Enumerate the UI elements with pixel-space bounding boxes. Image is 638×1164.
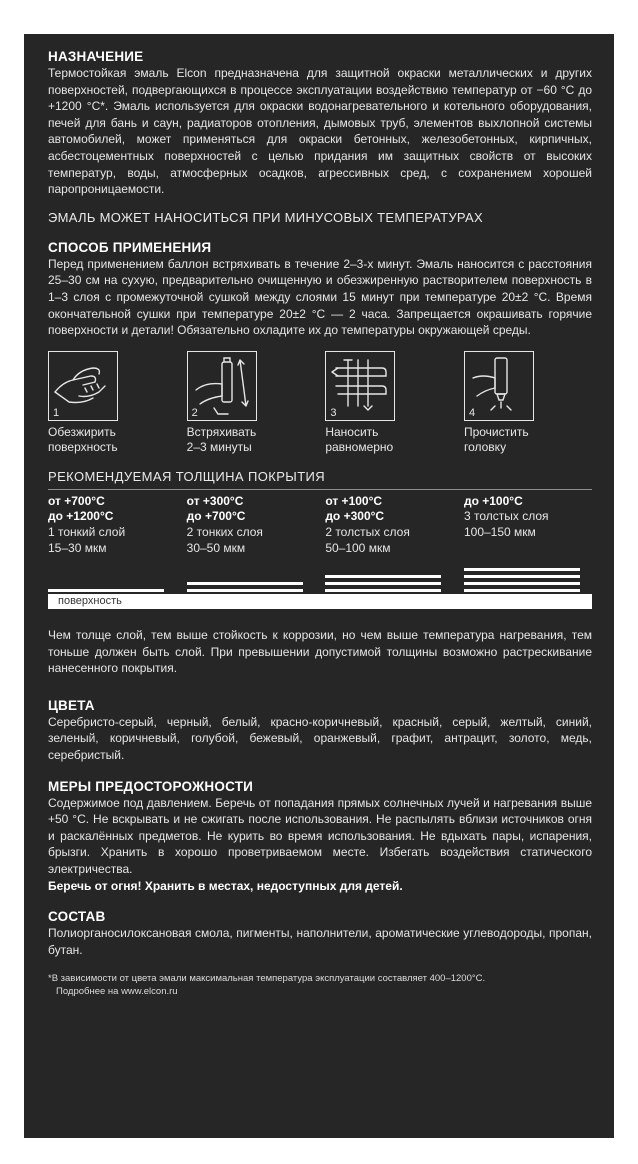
purpose-title: НАЗНАЧЕНИЕ: [48, 49, 144, 64]
step-label-1: Наносить: [325, 424, 379, 439]
layer-microns: 30–50 мкм: [186, 540, 246, 555]
thickness-col: [325, 494, 453, 556]
temp-to: до +1200°С: [48, 509, 114, 524]
colors-text: Серебристо-серый, черный, белый, красно-коричневый, красный, серый, желтый, синий, зеленый, коричневый, голубой, бежевый, оранжевый, графит, антрацит, золото, медь, серебристый.: [48, 714, 592, 763]
layer-stack: [464, 560, 592, 594]
purpose-section: [48, 48, 592, 198]
step-number: 4: [468, 406, 476, 419]
step-label-1: Прочистить: [463, 424, 529, 439]
step-apply: [325, 351, 453, 455]
layer-stack: [325, 560, 453, 594]
footnote: [48, 972, 592, 998]
application-steps: [48, 351, 592, 455]
coating-layer-bar: [187, 582, 303, 585]
thickness-col: [464, 494, 592, 556]
step-number: 1: [53, 406, 60, 419]
step-label-1: Обезжирить: [48, 424, 116, 439]
layer-stack: [187, 560, 315, 594]
footnote-line: *В зависимости от цвета эмали максимальная температура эксплуатации составляет 400–1200°С.: [48, 973, 486, 985]
step-label-2: головку: [463, 439, 507, 454]
method-title: СПОСОБ ПРИМЕНЕНИЯ: [48, 239, 212, 255]
thickness-col: [187, 494, 315, 556]
temp-from: до +100°С: [463, 493, 523, 508]
thickness-col: [48, 494, 176, 556]
temp-from: от +100°С: [325, 493, 383, 508]
step-label-2: 2–3 минуты: [186, 439, 252, 454]
step-clean: [464, 351, 592, 455]
step-number: 3: [330, 406, 337, 419]
composition-text: Полиорганосилоксановая смола, пигменты, наполнители, ароматические углеводороды, пропан, бутан.: [48, 926, 592, 957]
thickness-note: Чем толще слой, тем выше стойкость к коррозии, но чем выше температура нагревания, тем тоньше должен быть слой. При превышении допустимой толщины возможно растрескивание нанесенного покрытия.: [48, 628, 592, 676]
label-content: [48, 48, 592, 998]
layer-microns: 15–30 мкм: [48, 540, 107, 555]
method-text: Перед применением баллон встряхивать в течение 2–3-х минут. Эмаль наносится с расстояния 25–30 см на сухую, предварительно очищенную и обезжиренную растворителем поверхность в 1–3 слоя с промежуточной сушкой между слоями 15 минут при температуре 20±2 °С. Время окончательной сушки при температуре 20±2 °С — 2 часа. Запрещается окрашивать горячие поверхности и детали! Обязательно охладите их до температуры окружающей среды.: [48, 256, 592, 338]
layer-count: 2 тонких слоя: [186, 524, 263, 539]
coating-layer-bar: [48, 589, 164, 592]
layer-stack: [48, 560, 176, 594]
step-degrease: [48, 351, 176, 455]
coating-layer-bar: [464, 582, 580, 585]
subzero-banner: ЭМАЛЬ МОЖЕТ НАНОСИТЬСЯ ПРИ МИНУСОВЫХ ТЕМПЕРАТУРАХ: [48, 209, 483, 225]
coating-layer-bar: [464, 589, 580, 592]
safety-section: [48, 778, 592, 895]
thickness-title: РЕКОМЕНДУЕМАЯ ТОЛЩИНА ПОКРЫТИЯ: [48, 468, 326, 484]
coating-layer-bar: [464, 575, 580, 578]
divider: [48, 489, 592, 490]
coating-layer-bar: [187, 589, 303, 592]
coating-layer-bar: [325, 589, 441, 592]
layer-count: 2 толстых слоя: [325, 524, 410, 539]
surface-label: поверхность: [58, 595, 122, 608]
step-shake: [187, 351, 315, 455]
label-panel: [24, 34, 614, 1138]
layer-count: 1 тонкий слой: [48, 524, 126, 539]
step-label-2: поверхность: [48, 439, 118, 454]
step-number: 2: [191, 406, 198, 419]
composition-title: СОСТАВ: [48, 909, 106, 925]
colors-section: [48, 697, 592, 764]
safety-warning: Беречь от огня! Хранить в местах, недоступных для детей.: [48, 878, 403, 893]
temp-from: от +700°С: [48, 493, 105, 508]
layer-microns: 100–150 мкм: [463, 524, 536, 539]
thickness-note-section: [48, 627, 592, 677]
temp-to: до +300°С: [325, 509, 385, 524]
thickness-columns: [48, 494, 592, 556]
step-label-2: равномерно: [325, 439, 394, 454]
temp-to: до +700°С: [186, 509, 246, 524]
colors-title: ЦВЕТА: [48, 697, 95, 713]
layer-diagram: [48, 560, 592, 594]
coating-layer-bar: [464, 568, 580, 571]
surface-bar: [48, 594, 592, 609]
coating-layer-bar: [325, 582, 441, 585]
purpose-text: Термостойкая эмаль Elcon предназначена для защитной окраски металлических и других поверхностей, подвергающихся в процессе эксплуатации воздействию температур от −60 °С до +1200 °С*. Эмаль используется для окраски водонагревательного и котельного оборудования, печей для бань и саун, радиаторов отопления, дымовых труб, элементов выхлопной системы автомобилей, может применяться для окраски бетонных, железобетонных, кирпичных, асбестоцементных поверхностей с целью придания им защитных свойств от высоких температур, воды, атмосферных осадков, агрессивных сред, с сохранением хорошей паропроницаемости.: [48, 66, 592, 197]
step-label-1: Встряхивать: [186, 424, 257, 439]
footnote-link: Подробнее на www.elcon.ru: [56, 986, 178, 998]
safety-text: Содержимое под давлением. Беречь от попадания прямых солнечных лучей и нагревания выше +50 °С. Не вскрывать и не сжигать после использования. Не распылять вблизи источников огня и раскалённых предметов. Не курить во время использования. Не вдыхать пары, испарения, брызги. Хранить в хорошо проветриваемом месте. Избегать воздействия статического электричества.: [48, 795, 592, 877]
layer-microns: 50–100 мкм: [325, 540, 391, 555]
safety-title: МЕРЫ ПРЕДОСТОРОЖНОСТИ: [48, 778, 254, 794]
layer-count: 3 толстых слоя: [463, 509, 549, 524]
method-section: [48, 239, 592, 339]
coating-layer-bar: [325, 575, 441, 578]
temp-from: от +300°С: [186, 493, 244, 508]
composition-section: [48, 908, 592, 958]
